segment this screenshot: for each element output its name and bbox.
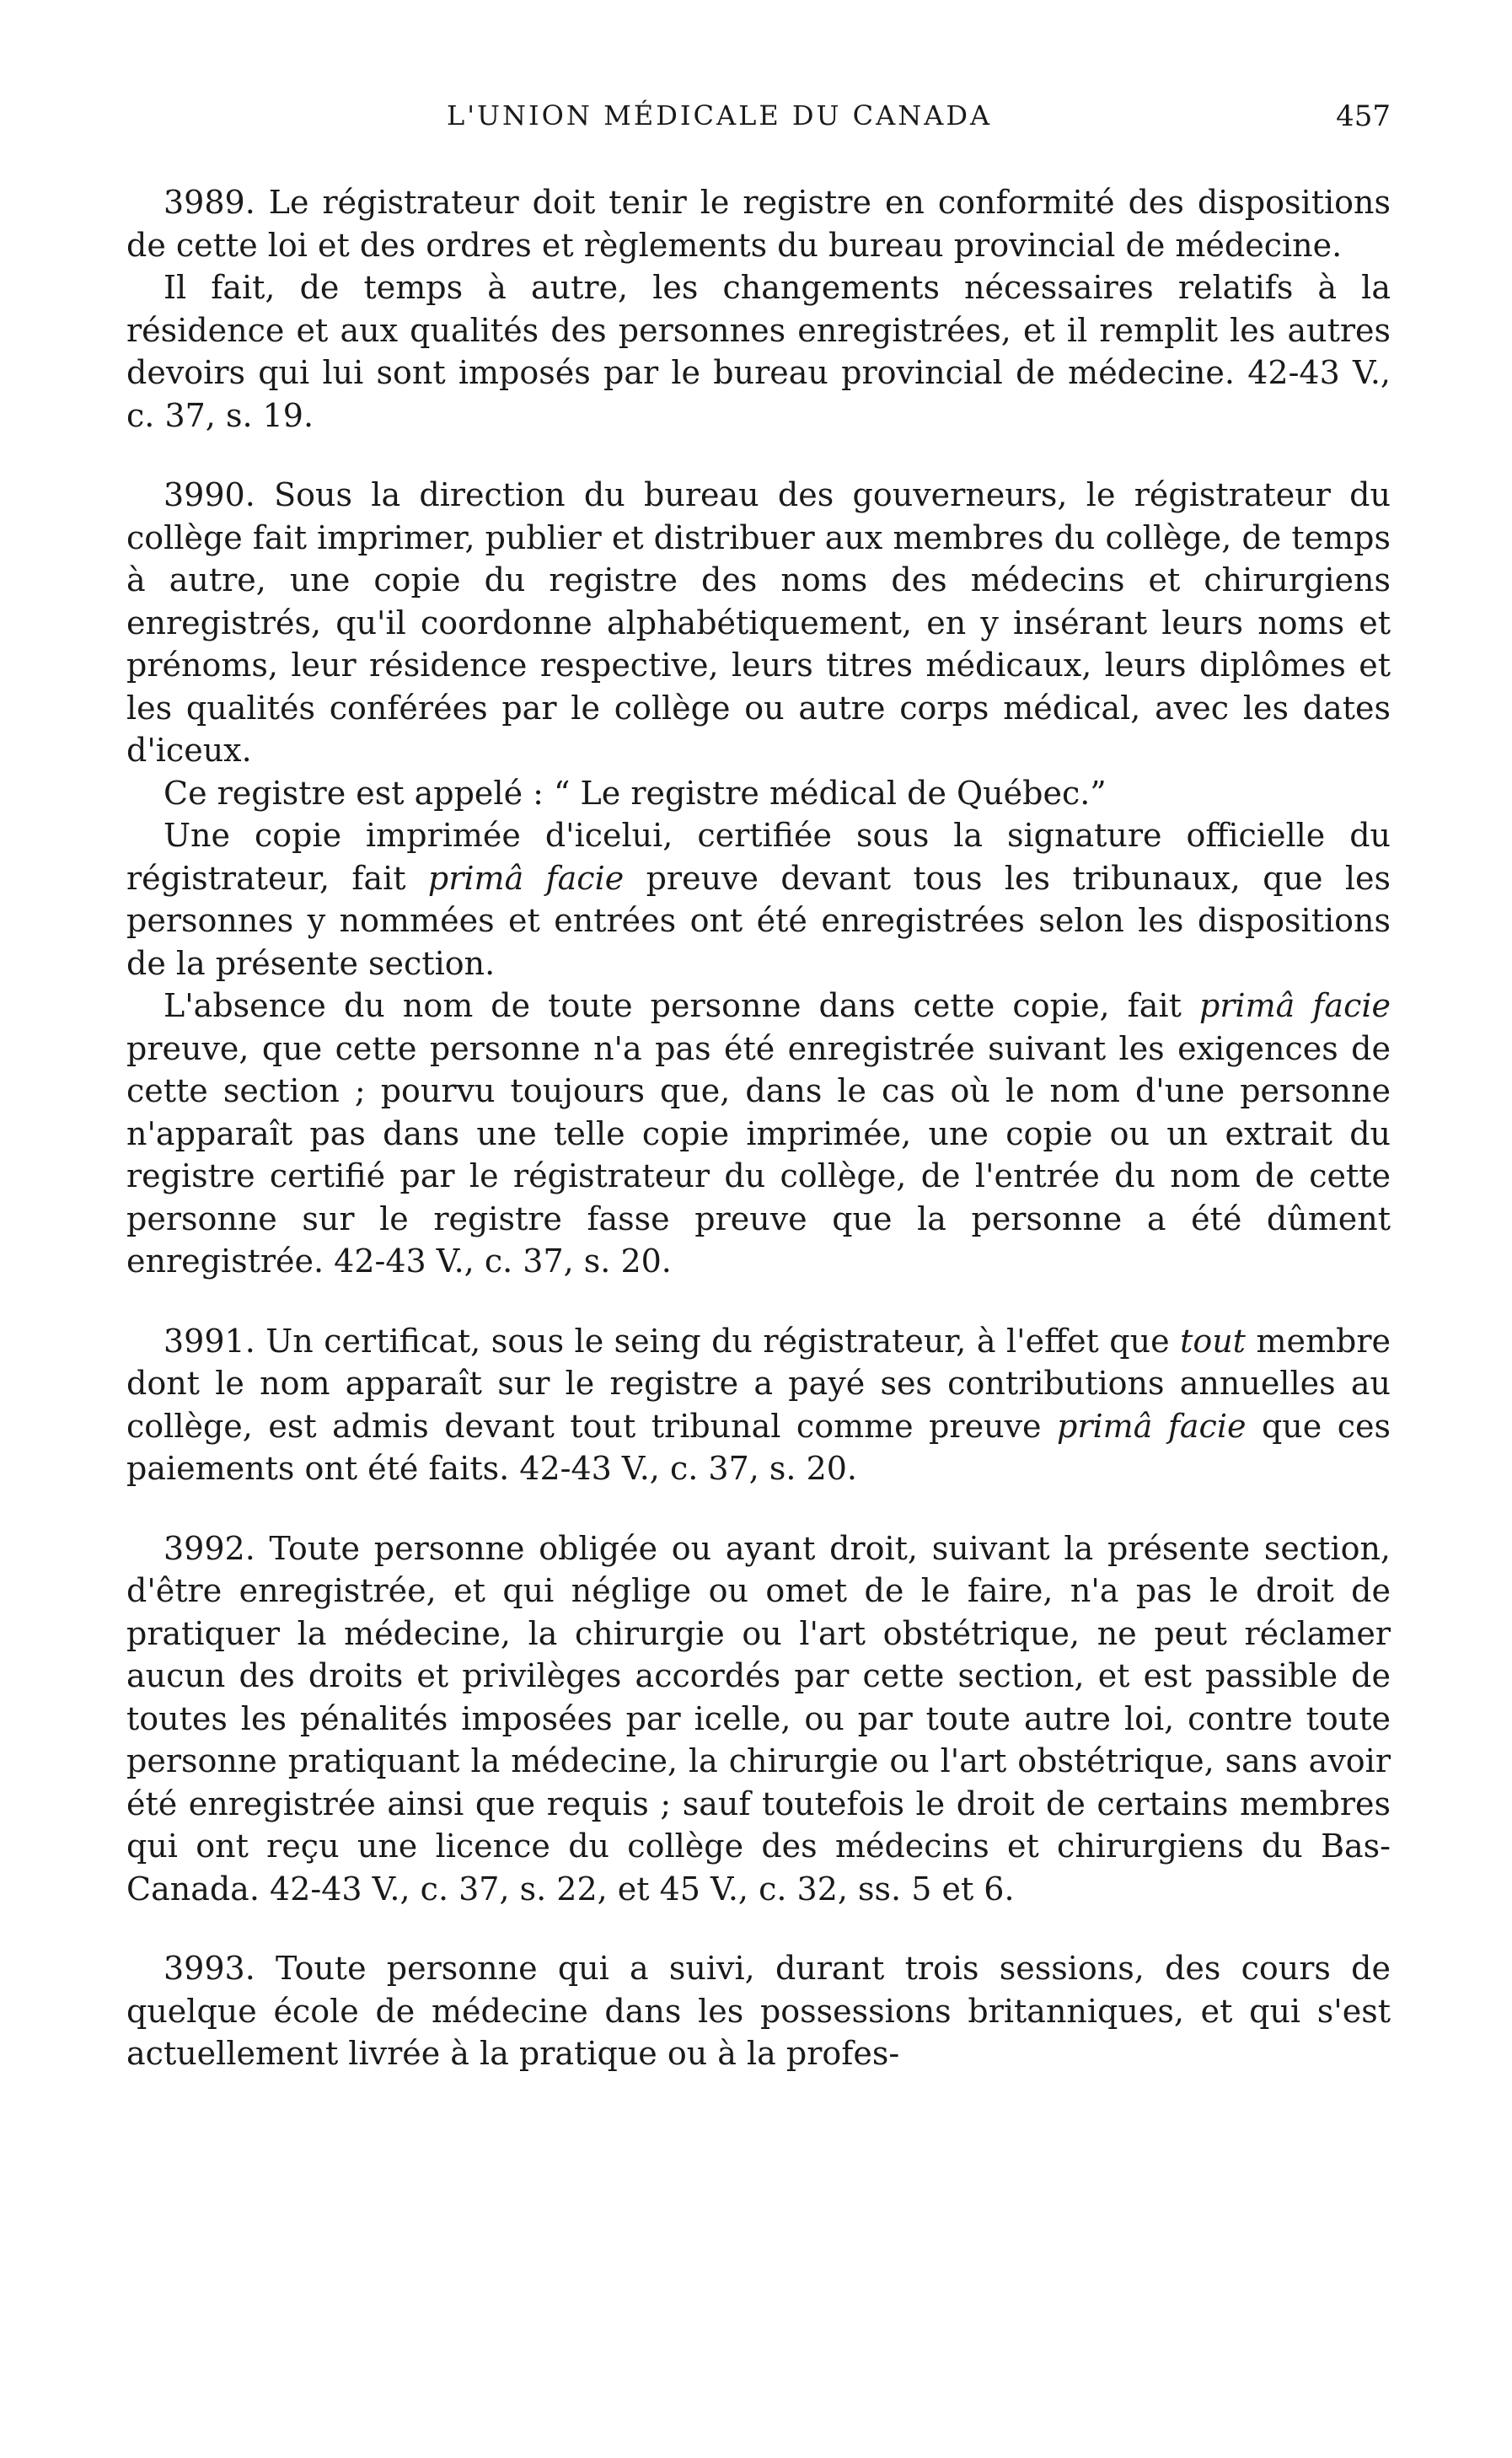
article-text: preuve devant tous les tribunaux, que les personnes y nommées et entrées ont été enregistrées selon les dispositions de la présente section. bbox=[126, 859, 1391, 982]
article-text: que ces paiements ont été faits. 42-43 V., c. 37, s. 20. bbox=[126, 1407, 1391, 1487]
running-header bbox=[126, 99, 1391, 150]
article-number: 3989. bbox=[164, 184, 255, 221]
article-number: 3992. bbox=[164, 1529, 255, 1567]
body-text bbox=[126, 181, 1391, 2075]
article-number: 3990. bbox=[164, 476, 255, 513]
article-text: Toute personne obligée ou ayant droit, suivant la présente section, d'être enregistrée, et qui néglige ou omet de le faire, n'a pas le droit de pratiquer la médecine, la chirurgie ou l'art obstétrique, ne peut réclamer aucun des droits et privilèges accordés par cette section, et est passible de toutes les pénalités imposées par icelle, ou par toute autre loi, contre toute personne pratiquant la médecine, la chirurgie ou l'art obstétrique, sans avoir été enregistrée ainsi que requis ; sauf toutefois le droit de certains membres qui ont reçu une licence du collège des médecins et chirurgiens du Bas-Canada. 42-43 V., c. 37, s. 22, et 45 V., c. 32, ss. 5 et 6. bbox=[126, 1529, 1391, 1908]
article-text: Une copie imprimée d'icelui, certifiée sous la signature officielle du régistrateur, fait bbox=[126, 817, 1391, 897]
article-3990-printed-copy bbox=[126, 814, 1391, 985]
italic-term: primâ facie bbox=[427, 859, 625, 897]
page-number: 457 bbox=[1336, 99, 1391, 133]
italic-term: primâ facie bbox=[1198, 987, 1391, 1024]
italic-term: primâ facie bbox=[1057, 1407, 1247, 1445]
article-number: 3993. bbox=[164, 1950, 255, 1987]
journal-title: L'UNION MÉDICALE DU CANADA bbox=[447, 99, 993, 131]
article-text: Le régistrateur doit tenir le registre en conformité des dispositions de cette loi et des ordres et règlements du bureau provincial de médecine. bbox=[126, 184, 1391, 264]
article-3990-registry-name bbox=[126, 772, 1391, 815]
article-3989-continuation bbox=[126, 266, 1391, 437]
article-text: Il fait, de temps à autre, les changements nécessaires relatifs à la résidence et aux qualités des personnes enregistrées, et il remplit les autres devoirs qui lui sont imposés par le bureau provincial de médecine. 42-43 V., c. 37, s. 19. bbox=[126, 269, 1391, 434]
article-text: preuve, que cette personne n'a pas été enregistrée suivant les exigences de cette section ; pourvu toujours que, dans le cas où le nom d'une personne n'apparaît pas dans une telle copie imprimée, une copie ou un extrait du registre certifié par le régistrateur du collège, de l'entrée du nom de cette personne sur le registre fasse preuve que la personne a été dûment enregistrée. 42-43 V., c. 37, s. 20. bbox=[126, 1029, 1391, 1280]
article-3990-absence bbox=[126, 985, 1391, 1283]
article-3991 bbox=[126, 1320, 1391, 1490]
article-text: membre dont le nom apparaît sur le registre a payé ses contributions annuelles au collège, est admis devant tout tribunal comme preuve bbox=[126, 1322, 1391, 1445]
article-text: Toute personne qui a suivi, durant trois sessions, des cours de quelque école de médecine dans les possessions britanniques, et qui s'est actuellement livrée à la pratique ou à la profes- bbox=[126, 1950, 1391, 2072]
article-3993 bbox=[126, 1947, 1391, 2075]
article-number: 3991. bbox=[164, 1322, 255, 1360]
article-text: Sous la direction du bureau des gouverneurs, le régistrateur du collège fait imprimer, publier et distribuer aux membres du collège, de temps à autre, une copie du registre des noms des médecins et chirurgiens enregistrés, qu'il coordonne alphabétiquement, en y insérant leurs noms et prénoms, leur résidence respective, leurs titres médicaux, leurs diplômes et les qualités conférées par le collège ou autre corps médical, avec les dates d'iceux. bbox=[126, 476, 1391, 769]
article-3989 bbox=[126, 181, 1391, 266]
article-3992 bbox=[126, 1527, 1391, 1911]
article-text: L'absence du nom de toute personne dans cette copie, fait bbox=[164, 987, 1199, 1024]
italic-term: tout bbox=[1180, 1322, 1246, 1360]
article-text: Ce registre est appelé : “ Le registre médical de Québec.” bbox=[164, 774, 1107, 812]
article-3990 bbox=[126, 474, 1391, 772]
article-text: Un certificat, sous le seing du régistrateur, à l'effet que bbox=[265, 1322, 1181, 1360]
